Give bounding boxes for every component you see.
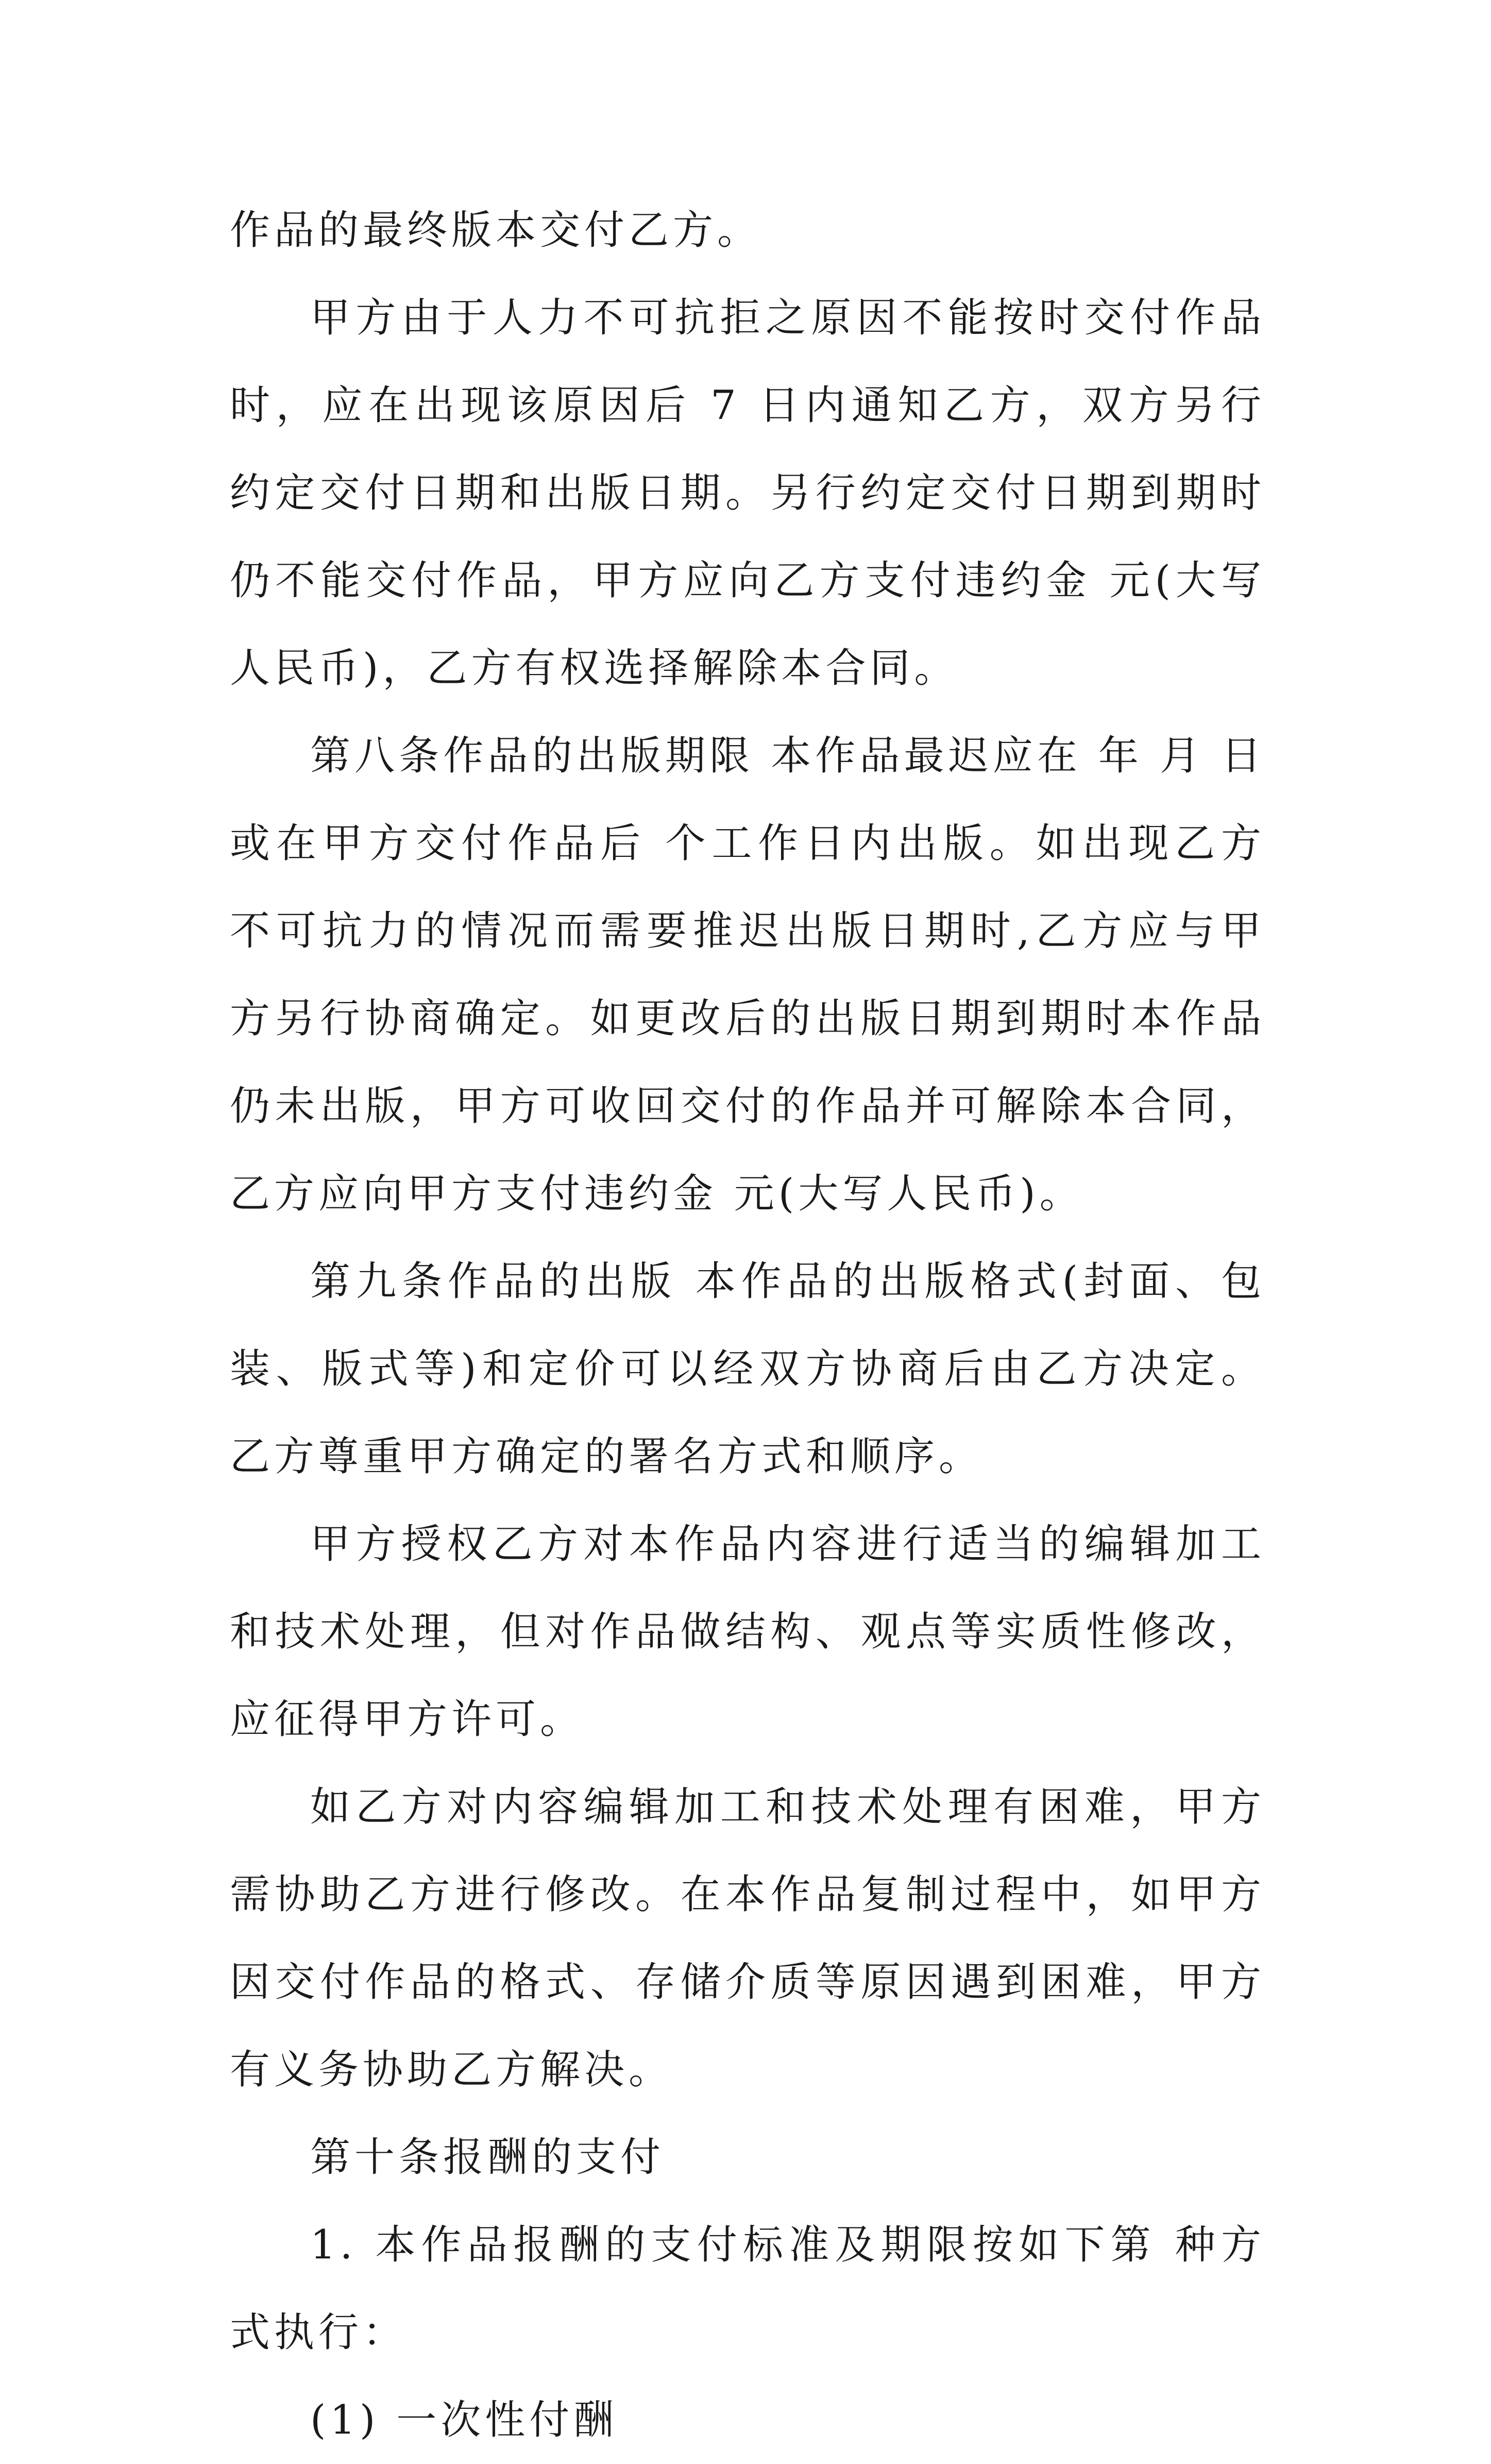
paragraph-lump-sum: (1) 一次性付酬 — [310, 2397, 618, 2443]
paragraph-article-9: 第九条作品的出版 本作品的出版格式(封面、包装、版式等)和定价可以经双方协商后由乙方决定。乙方尊重甲方确定的署名方式和顺序。 — [230, 1258, 1265, 1480]
paragraph-continuation: 作品的最终版本交付乙方。 — [230, 207, 762, 254]
paragraph-editing-authorization: 甲方授权乙方对本作品内容进行适当的编辑加工和技术处理，但对作品做结构、观点等实质性修改，应征得甲方许可。 — [230, 1521, 1265, 1743]
page-bottom-margin — [0, 1958, 1491, 2109]
paragraph-force-majeure: 甲方由于人力不可抗拒之原因不能按时交付作品时，应在出现该原因后 7 日内通知乙方，双方另行约定交付日期和出版日期。另行约定交付日期到期时仍不能交付作品，甲方应向乙方支付违约金 元(大写人民币)，乙方有权选择解除本合同。 — [230, 295, 1265, 691]
paragraph-payment-standard: 1. 本作品报酬的支付标准及期限按如下第 种方式执行： — [230, 2222, 1265, 2356]
paragraph-article-10-heading: 第十条报酬的支付 — [310, 2134, 665, 2181]
paragraph-article-8: 第八条作品的出版期限 本作品最迟应在 年 月 日或在甲方交付作品后 个工作日内出版。如出现乙方不可抗力的情况而需要推迟出版日期时,乙方应与甲方另行协商确定。如更改后的出版日期到期时本作品仍未出版，甲方可收回交付的作品并可解除本合同，乙方应向甲方支付违约金 元(大写人民币)。 — [230, 733, 1265, 1217]
contract-body — [230, 187, 1265, 2464]
paragraph-assistance: 如乙方对内容编辑加工和技术处理有困难，甲方需协助乙方进行修改。在本作品复制过程中，如甲方因交付作品的格式、存储介质等原因遇到困难，甲方有义务协助乙方解决。 — [230, 1784, 1265, 2093]
